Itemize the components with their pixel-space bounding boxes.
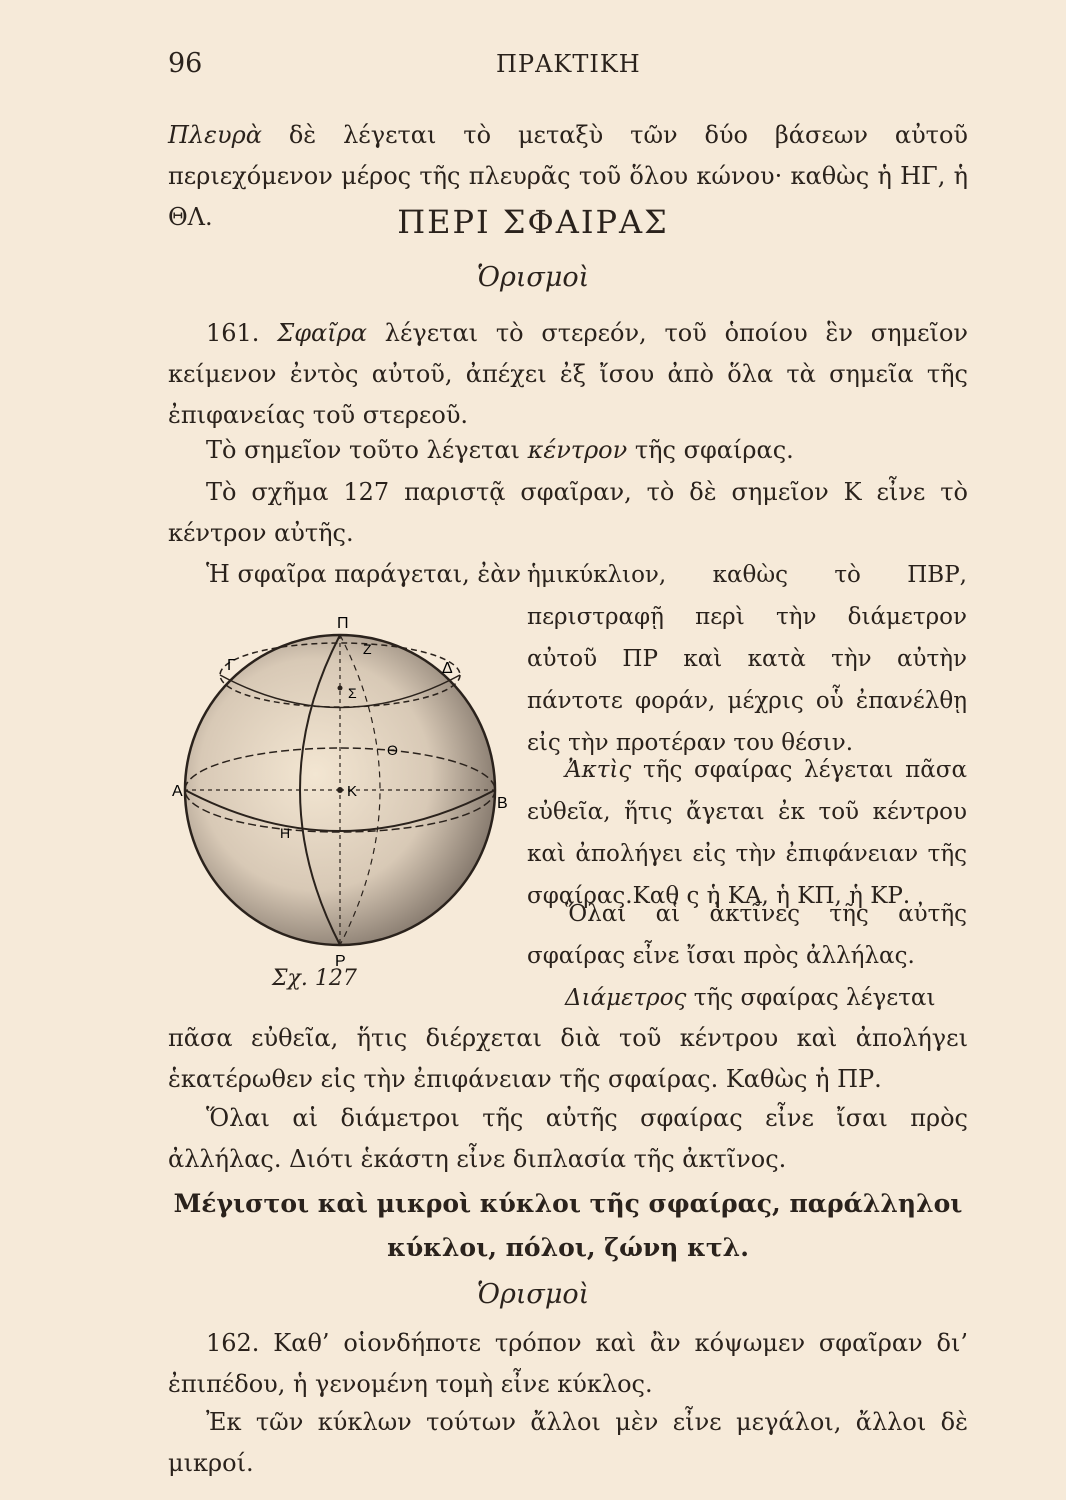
para-162-text: Καθ’ οἱονδήποτε τρόπον καὶ ἂν κόψωμεν σφαῖραν δι’ ἐπιπέδου, ἡ γενομένη τομὴ εἶνε κύκλος. <box>168 1329 968 1398</box>
center-term: κέντρον <box>527 436 628 464</box>
label-K: Κ <box>347 783 358 800</box>
label-S: Σ <box>348 685 357 701</box>
last-line: Ἐκ τῶν κύκλων τούτων ἄλλοι μὲν εἶνε μεγάλοι, ἄλλοι δὲ μικροί. <box>168 1408 968 1477</box>
figure-reference: Τὸ σχῆμα 127 παριστᾷ σφαῖραν, τὸ δὲ σημεῖον Κ εἶνε τὸ κέντρον αὐτῆς. <box>168 478 968 547</box>
page-header <box>0 48 1066 84</box>
section-title: ΠΕΡΙ ΣΦΑΙΡΑΣ <box>397 203 669 241</box>
label-R: Ρ <box>335 953 346 970</box>
running-head: ΠΡΑΚΤΙΚΗ <box>496 50 641 78</box>
label-H: Η <box>280 825 291 841</box>
section2-title: Μέγιστοι καὶ μικροὶ κύκλοι τῆς σφαίρας, παράλληλοι κύκλοι, πόλοι, ζώνη κτλ. <box>173 1189 963 1262</box>
radius-term: Ἀκτὶς <box>565 757 632 783</box>
label-A: Α <box>172 783 183 800</box>
diameter-continuation: πᾶσα εὐθεῖα, ἥτις διέρχεται διὰ τοῦ κέντρου καὶ ἀπολήγει ἑκατέρωθεν εἰς τὴν ἐπιφάνειαν τῆς σφαίρας. Καθὼς ἡ ΠΡ. <box>168 1024 968 1093</box>
para-number-162: 162. <box>206 1329 260 1357</box>
diameter-term: Διάμετρος <box>565 985 687 1011</box>
diameter-definition <box>527 977 967 1019</box>
diameter-right: τῆς σφαίρας λέγεται <box>686 985 936 1011</box>
section-subtitle: Ὁρισμοὶ <box>476 262 590 293</box>
sphere-figure <box>165 610 525 1000</box>
generation-left: Ἡ σφαῖρα παράγεται, ἐὰν <box>206 560 522 588</box>
para-161-text: λέγεται τὸ στερεόν, τοῦ ὁποίου ἓν σημεῖον κείμενον ἐντὸς αὐτοῦ, ἀπέχει ἐξ ἴσου ἀπὸ ὅλα τὰ σημεῖα τῆς ἐπιφανείας τοῦ στερεοῦ. <box>168 319 968 429</box>
paragraph-162 <box>168 1323 968 1405</box>
paragraph-161 <box>168 313 968 436</box>
figure-caption: Σχ. 127 <box>272 966 357 991</box>
diameters-equal: Ὅλαι αἱ διάμετροι τῆς αὐτῆς σφαίρας εἶνε ἴσαι πρὸς ἀλλήλας. Διότι ἑκάστη εἶνε διπλασία τῆς ἀκτῖνος. <box>168 1104 968 1173</box>
label-B: Β <box>497 795 508 812</box>
label-Th: Θ <box>387 742 398 758</box>
label-D: Δ <box>442 660 453 677</box>
center-post: τῆς σφαίρας. <box>627 436 794 464</box>
label-P: Π <box>337 615 349 632</box>
intro-term: Πλευρὰ <box>168 121 262 149</box>
radii-equal: Ὅλαι αἱ ἀκτῖνες τῆς αὐτῆς σφαίρας εἶνε ἴσαι πρὸς ἀλλήλας. <box>527 901 967 969</box>
center-pre: Τὸ σημεῖον τοῦτο λέγεται <box>206 436 528 464</box>
intro-text: δὲ λέγεται τὸ μεταξὺ τῶν δύο βάσεων αὐτοῦ περιεχόμενον μέρος τῆς πλευρᾶς τοῦ ὅλου κώνου· καθὼς ἡ ΗΓ, ἡ ΘΛ. <box>168 121 968 231</box>
sphere-term: Σφαῖρα <box>277 319 367 347</box>
page-number: 96 <box>168 48 203 79</box>
center-definition <box>168 430 968 471</box>
label-G: Γ <box>227 657 236 674</box>
para-number: 161. <box>206 319 260 347</box>
generation-right: ἡμικύκλιον, καθὼς τὸ ΠΒΡ, περιστραφῇ περὶ τὴν διάμετρον αὐτοῦ ΠΡ καὶ κατὰ τὴν αὐτὴν πάντοτε φοράν, μέχρις οὗ ἐπανέλθῃ εἰς τὴν προτέραν του θέσιν. <box>527 562 967 756</box>
label-Z: Ζ <box>363 641 372 657</box>
radius-text: τῆς σφαίρας λέγεται πᾶσα εὐθεῖα, ἥτις ἄγεται ἐκ τοῦ κέντρου καὶ ἀπολήγει εἰς τὴν ἐπιφάνειαν τῆς σφαίρας.Καθ ς ἡ ΚΑ, ἡ ΚΠ, ἡ ΚΡ. <box>527 757 967 909</box>
section2-subtitle: Ὁρισμοὶ <box>476 1279 590 1310</box>
radius-definition <box>527 749 967 917</box>
